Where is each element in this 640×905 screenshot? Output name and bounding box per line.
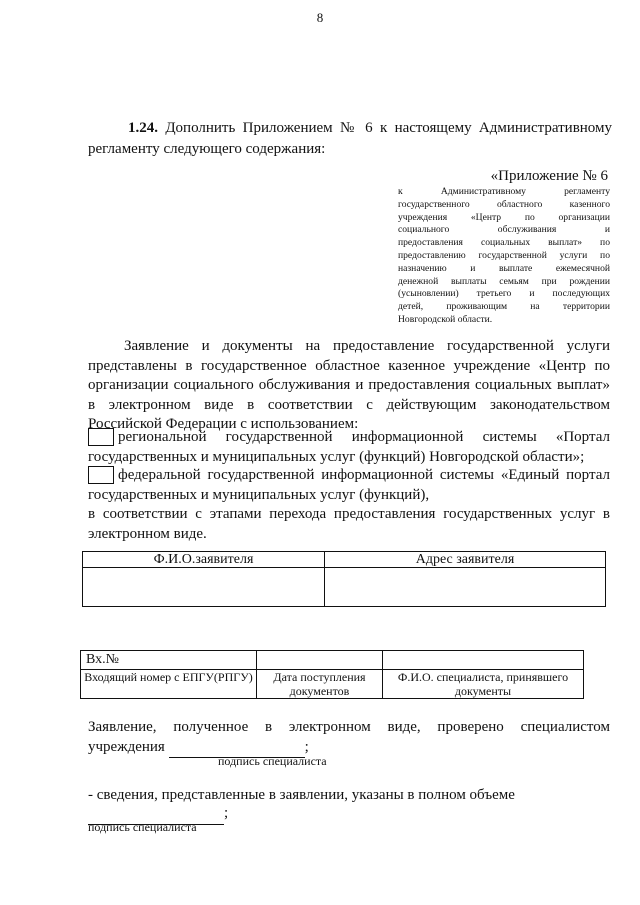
- verification-text: Заявление, полученное в электронном виде, проверено специалистом учреждения: [88, 719, 610, 755]
- specialist-name-header: Ф.И.О. специалиста, принявшего документы: [383, 670, 584, 699]
- completeness-text: - сведения, представленные в заявлении, указаны в полном объеме: [88, 787, 515, 803]
- appendix-line: социального обслуживания и: [398, 224, 610, 236]
- closing-paragraph: в соответствии с этапами перехода предоставления государственных услуг в электронном виде.: [88, 506, 610, 542]
- page-number: 8: [316, 10, 324, 25]
- option1-text: региональной государственной информационной системы «Портал государственных и муниципальных услуг (функций) Новгородской области»;: [88, 429, 610, 465]
- applicant-name-header: Ф.И.О.заявителя: [83, 552, 325, 568]
- intake-table: [80, 650, 584, 699]
- section-text: Дополнить Приложением № 6 к настоящему Административному регламенту следующего содержания:: [88, 120, 613, 157]
- intro-paragraph: Заявление и документы на предоставление государственной услуги представлены в государственное областное казенное учреждение «Центр по организации социального обслуживания и предоставления социальных выплат» в электронном виде в соответствии с действующим законодательством Российской Федерации с использованием:: [88, 338, 610, 432]
- applicant-table: [82, 551, 606, 607]
- appendix-line: денежной выплаты семьям при рождении: [398, 275, 610, 287]
- incoming-number-header: Входящий номер с ЕПГУ(РПГУ): [81, 670, 257, 699]
- appendix-line: назначению и выплате ежемесячной: [398, 262, 610, 274]
- completeness-signature-label: подпись специалиста: [88, 820, 197, 834]
- verification-paragraph: [88, 718, 610, 758]
- applicant-name-cell[interactable]: [83, 568, 325, 607]
- verification-signature-label: подпись специалиста: [218, 754, 327, 768]
- section-number: 1.24.: [128, 120, 158, 136]
- section-paragraph: [88, 118, 612, 160]
- appendix-line: (усыновлении) третьего и последующих: [398, 288, 610, 300]
- appendix-title: «Приложение № 6: [490, 168, 608, 184]
- vx-label: Вх.№: [81, 651, 257, 670]
- completeness-suffix: ;: [224, 805, 229, 821]
- applicant-address-header: Адрес заявителя: [325, 552, 606, 568]
- appendix-line: государственного областного казенного: [398, 198, 610, 210]
- appendix-line: детей, проживающим на территории: [398, 301, 610, 313]
- vx-cell[interactable]: [257, 651, 383, 670]
- applicant-address-cell[interactable]: [325, 568, 606, 607]
- receipt-date-header: Дата поступления документов: [257, 670, 383, 699]
- option2-text: федеральной государственной информационной системы «Единый портал государственных и муниципальных услуг (функций),: [88, 467, 610, 503]
- verification-suffix: ;: [304, 738, 309, 755]
- vx-cell[interactable]: [383, 651, 584, 670]
- appendix-line: предоставления социальных выплат» по: [398, 237, 610, 249]
- appendix-line: Новгородской области.: [398, 313, 493, 325]
- appendix-line: к Административному регламенту: [398, 186, 610, 197]
- appendix-line: предоставлению государственной услуги по: [398, 249, 610, 261]
- appendix-line: учреждения «Центр по организации: [398, 211, 610, 223]
- appendix-block: [398, 186, 610, 327]
